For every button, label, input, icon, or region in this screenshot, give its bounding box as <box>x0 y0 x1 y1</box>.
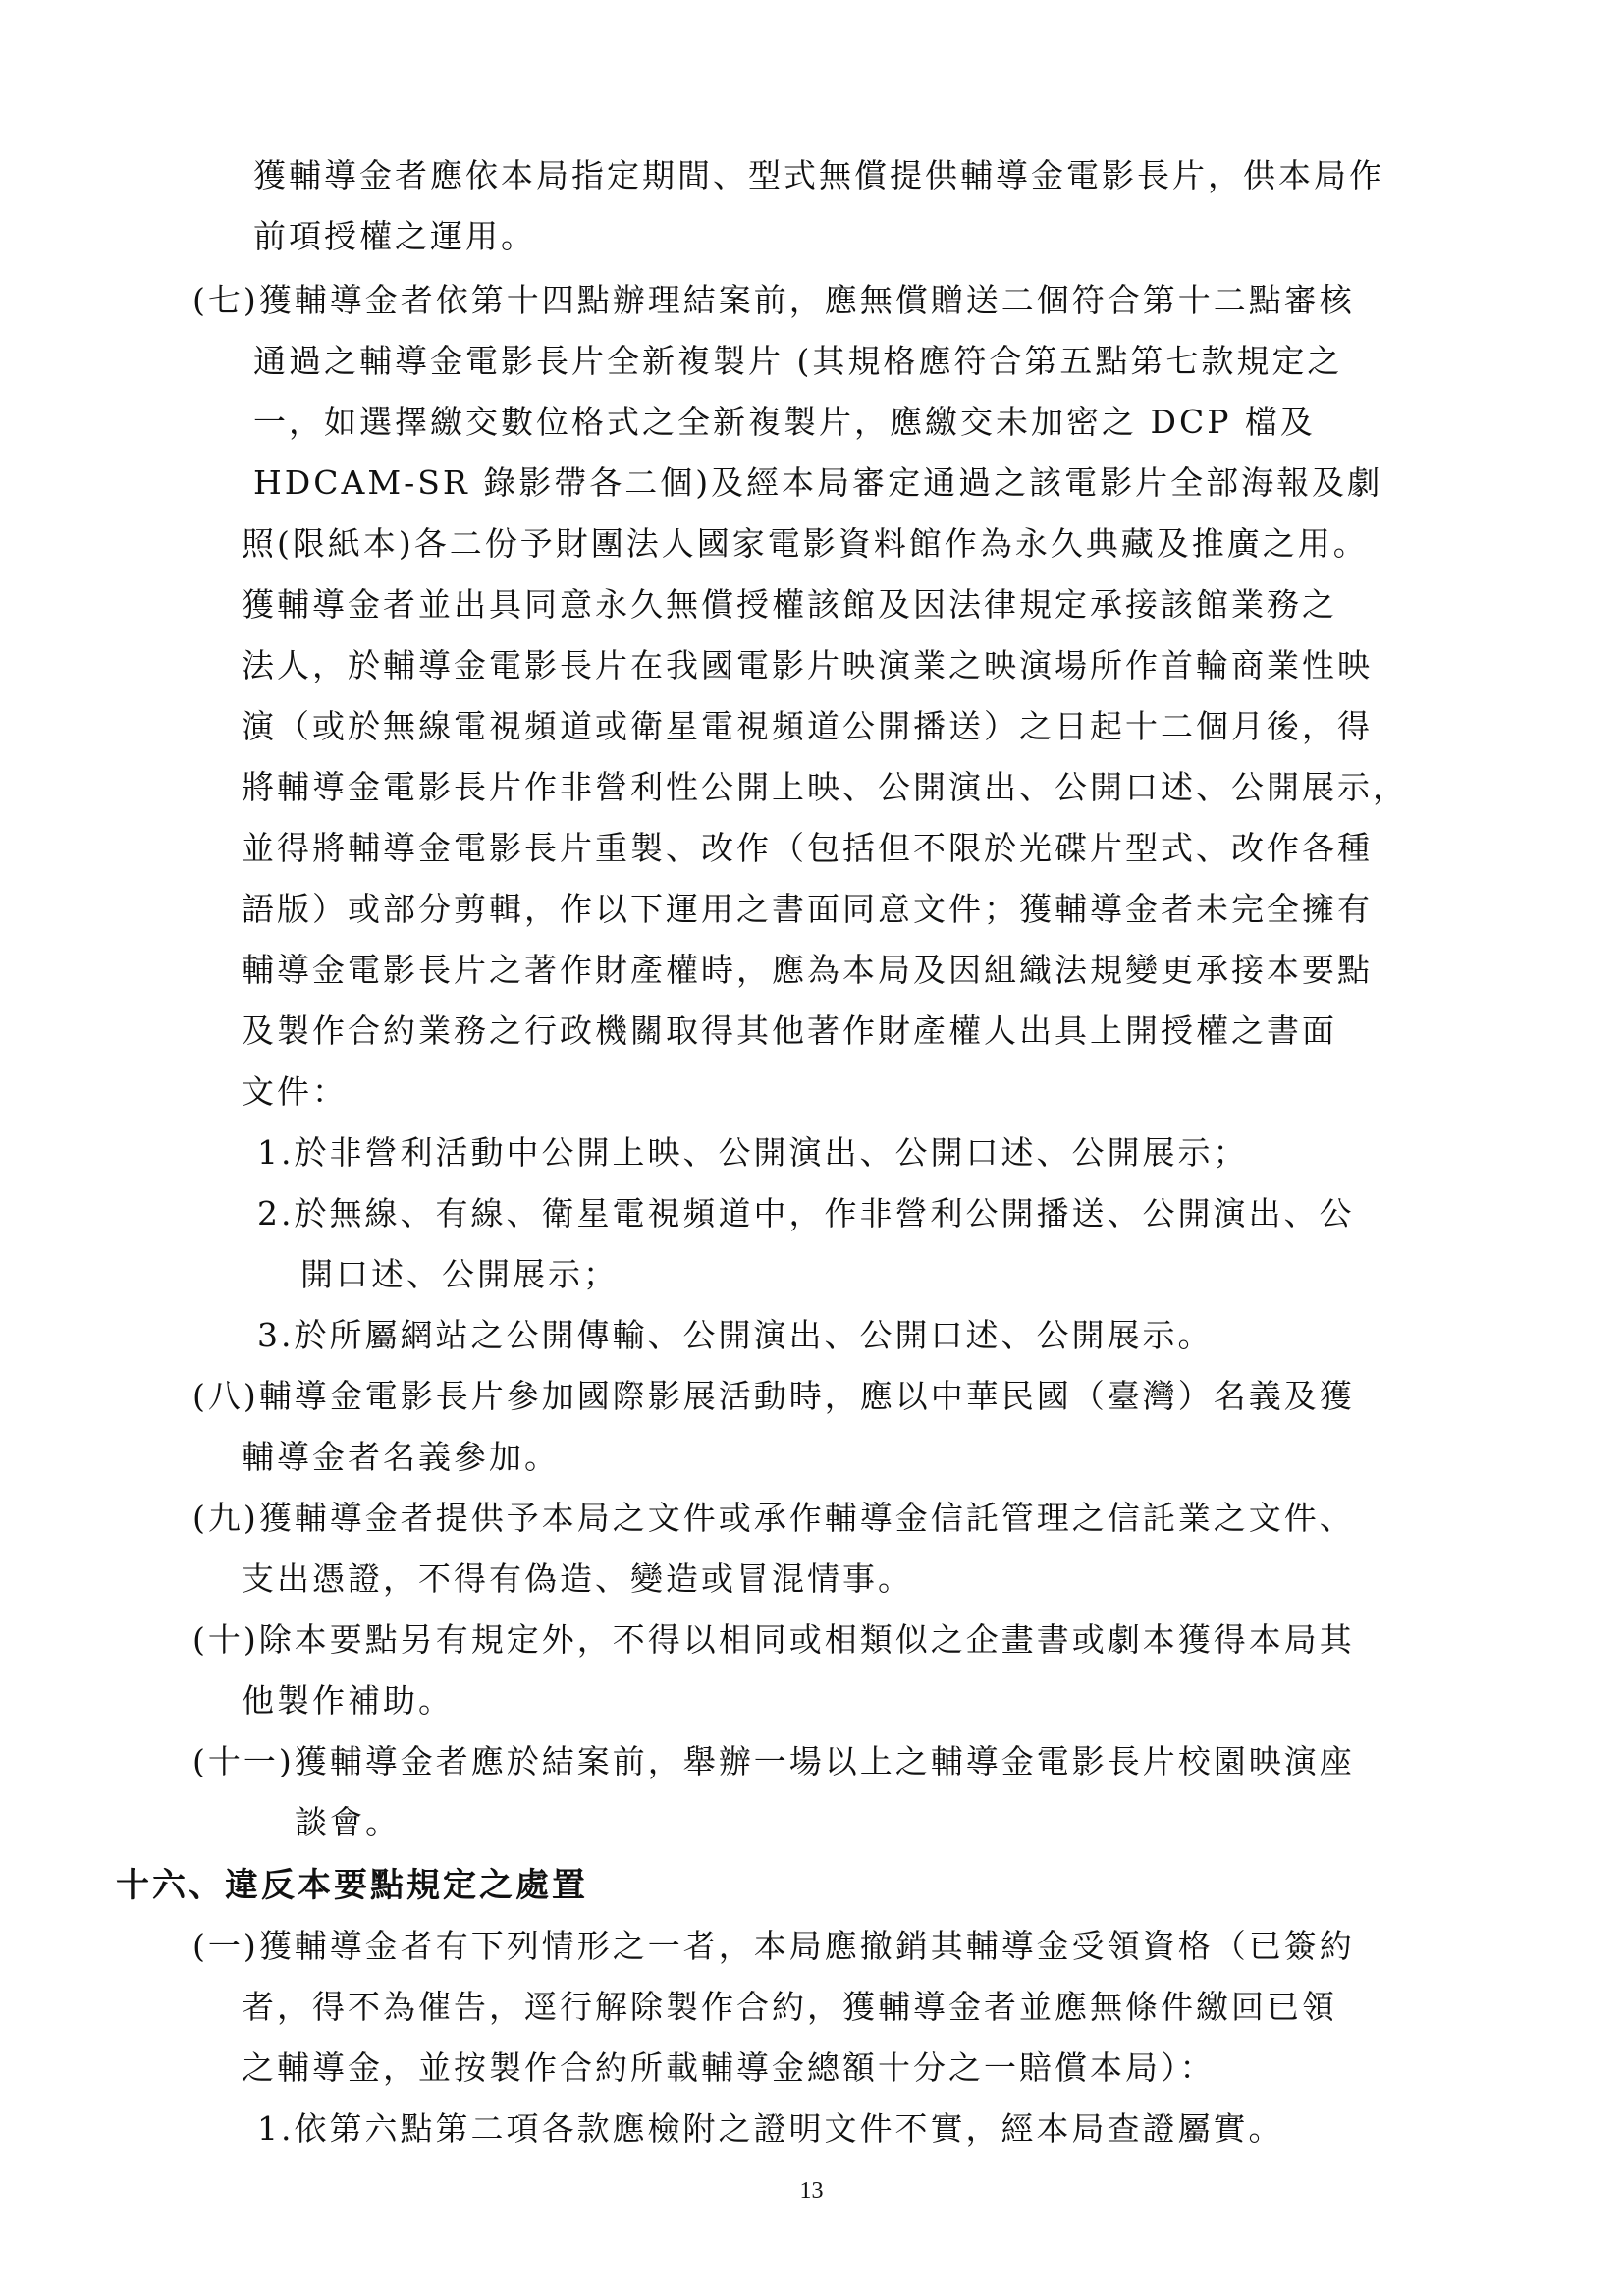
paragraph-line: 法人，於輔導金電影長片在我國電影片映演業之映演場所作首輪商業性映 <box>242 646 1373 684</box>
section-heading: 十六、違反本要點規定之處置 <box>116 1866 588 1905</box>
paragraph-text: 獲輔導金者提供予本局之文件或承作輔導金信託管理之信託業之文件、 <box>258 1499 1355 1537</box>
item-marker: (七) <box>192 281 259 319</box>
paragraph-text: 獲輔導金者有下列情形之一者，本局應撤銷其輔導金受領資格（已簽約 <box>258 1927 1355 1965</box>
paragraph-line: 之輔導金，並按製作合約所載輔導金總額十分之一賠償本局）： <box>242 2049 1216 2087</box>
sub-item-1: 1.依第六點第二項各款應檢附之證明文件不實，經本局查證屬實。 <box>257 2109 1284 2148</box>
paragraph-line: 照(限紙本)各二份予財團法人國家電影資料館作為永久典藏及推廣之用。 <box>242 524 1369 563</box>
paragraph-line: 支出憑證，不得有偽造、變造或冒混情事。 <box>242 1559 913 1598</box>
item-9-first-line <box>192 1499 1355 1538</box>
page-number: 13 <box>799 2178 824 2204</box>
paragraph-line: 前項授權之運用。 <box>253 217 536 255</box>
item-7-first-line <box>192 281 1355 320</box>
sub-item-2: 2.於無線、有線、衛星電視頻道中，作非營利公開播送、公開演出、公 <box>257 1194 1355 1232</box>
paragraph-text: 輔導金電影長片參加國際影展活動時，應以中華民國（臺灣）名義及獲 <box>258 1377 1355 1415</box>
paragraph-line: HDCAM-SR 錄影帶各二個)及經本局審定通過之該電影片全部海報及劇 <box>253 464 1383 502</box>
section-16-item-1-first-line <box>192 1927 1355 1966</box>
paragraph-line: 談會。 <box>295 1803 401 1841</box>
item-marker: (九) <box>192 1499 259 1537</box>
paragraph-line: 輔導金者名義參加。 <box>242 1438 560 1476</box>
paragraph-line: 並得將輔導金電影長片重製、改作（包括但不限於光碟片型式、改作各種 <box>242 829 1373 867</box>
paragraph-line: 獲輔導金者並出具同意永久無償授權該館及因法律規定承接該館業務之 <box>242 585 1337 624</box>
item-marker: (十一) <box>192 1742 295 1780</box>
paragraph-text: 獲輔導金者依第十四點辦理結案前，應無償贈送二個符合第十二點審核 <box>258 281 1355 319</box>
paragraph-line: 獲輔導金者應依本局指定期間、型式無償提供輔導金電影長片，供本局作 <box>253 156 1384 194</box>
paragraph-line: 將輔導金電影長片作非營利性公開上映、公開演出、公開口述、公開展示， <box>242 768 1408 806</box>
paragraph-line: 及製作合約業務之行政機關取得其他著作財產權人出具上開授權之書面 <box>242 1011 1337 1050</box>
paragraph-line: 輔導金電影長片之著作財產權時，應為本局及因組織法規變更承接本要點 <box>242 951 1373 989</box>
paragraph-text: 除本要點另有規定外，不得以相同或相類似之企畫書或劇本獲得本局其 <box>258 1620 1355 1659</box>
item-8-first-line <box>192 1377 1355 1416</box>
sub-item-3: 3.於所屬網站之公開傳輸、公開演出、公開口述、公開展示。 <box>257 1316 1214 1354</box>
paragraph-line: 演（或於無線電視頻道或衛星電視頻道公開播送）之日起十二個月後，得 <box>242 707 1373 745</box>
sub-item-1: 1.於非營利活動中公開上映、公開演出、公開口述、公開展示； <box>257 1133 1249 1172</box>
paragraph-line: 一，如選擇繳交數位格式之全新複製片，應繳交未加密之 DCP 檔及 <box>253 403 1316 441</box>
paragraph-line: 者，得不為催告，逕行解除製作合約，獲輔導金者並應無條件繳回已領 <box>242 1988 1337 2026</box>
paragraph-line: 文件： <box>242 1072 348 1111</box>
item-11-first-line <box>192 1742 1355 1781</box>
paragraph-text: 獲輔導金者應於結案前，舉辦一場以上之輔導金電影長片校園映演座 <box>294 1742 1355 1780</box>
item-marker: (一) <box>192 1927 259 1965</box>
item-marker: (八) <box>192 1377 259 1415</box>
paragraph-line: 他製作補助。 <box>242 1681 454 1720</box>
item-marker: (十) <box>192 1620 259 1659</box>
paragraph-line: 通過之輔導金電影長片全新複製片 (其規格應符合第五點第七款規定之 <box>253 342 1343 380</box>
sub-item-2-cont: 開口述、公開展示； <box>300 1255 619 1293</box>
item-10-first-line <box>192 1620 1355 1660</box>
paragraph-line: 語版）或部分剪輯，作以下運用之書面同意文件；獲輔導金者未完全擁有 <box>242 890 1373 928</box>
